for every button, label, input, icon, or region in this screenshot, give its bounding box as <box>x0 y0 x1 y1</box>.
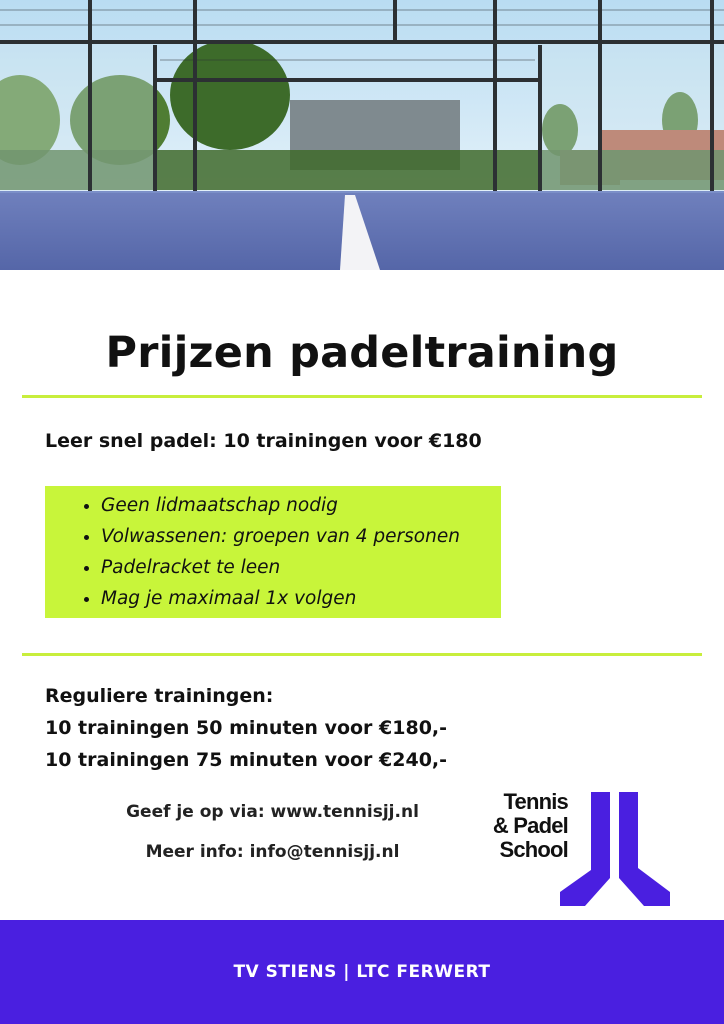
divider-top <box>22 395 702 398</box>
list-item: • Volwassenen: groepen van 4 personen <box>101 521 501 552</box>
regular-trainings <box>45 680 447 776</box>
logo-line: Tennis <box>503 789 568 814</box>
footer-bar <box>0 920 724 1024</box>
offer-heading: Leer snel padel: 10 trainingen voor €180 <box>45 430 482 452</box>
regular-line: 10 trainingen 75 minuten voor €240,- <box>45 749 448 771</box>
logo-line: School <box>499 837 568 862</box>
info-text[interactable]: Meer info: info@tennisjj.nl <box>145 842 400 862</box>
page-title: Prijzen padeltraining <box>105 328 619 378</box>
regular-line: 10 trainingen 50 minuten voor €180,- <box>45 717 448 739</box>
features-box <box>45 486 501 618</box>
list-item: • Mag je maximaal 1x volgen <box>101 583 501 614</box>
padel-court-photo <box>0 0 724 270</box>
logo-line: & Padel <box>492 813 568 838</box>
school-logo <box>478 790 678 910</box>
regular-heading: Reguliere trainingen: <box>45 685 274 707</box>
list-item: • Geen lidmaatschap nodig <box>101 490 501 521</box>
features-list <box>45 490 501 614</box>
footer-text: TV STIENS | LTC FERWERT <box>233 962 491 982</box>
divider-middle <box>22 653 702 656</box>
jj-logo-icon <box>478 790 678 910</box>
hero-photo <box>0 0 724 270</box>
signup-text[interactable]: Geef je op via: www.tennisjj.nl <box>126 802 419 822</box>
contact-block <box>0 792 545 872</box>
list-item: • Padelracket te leen <box>101 552 501 583</box>
